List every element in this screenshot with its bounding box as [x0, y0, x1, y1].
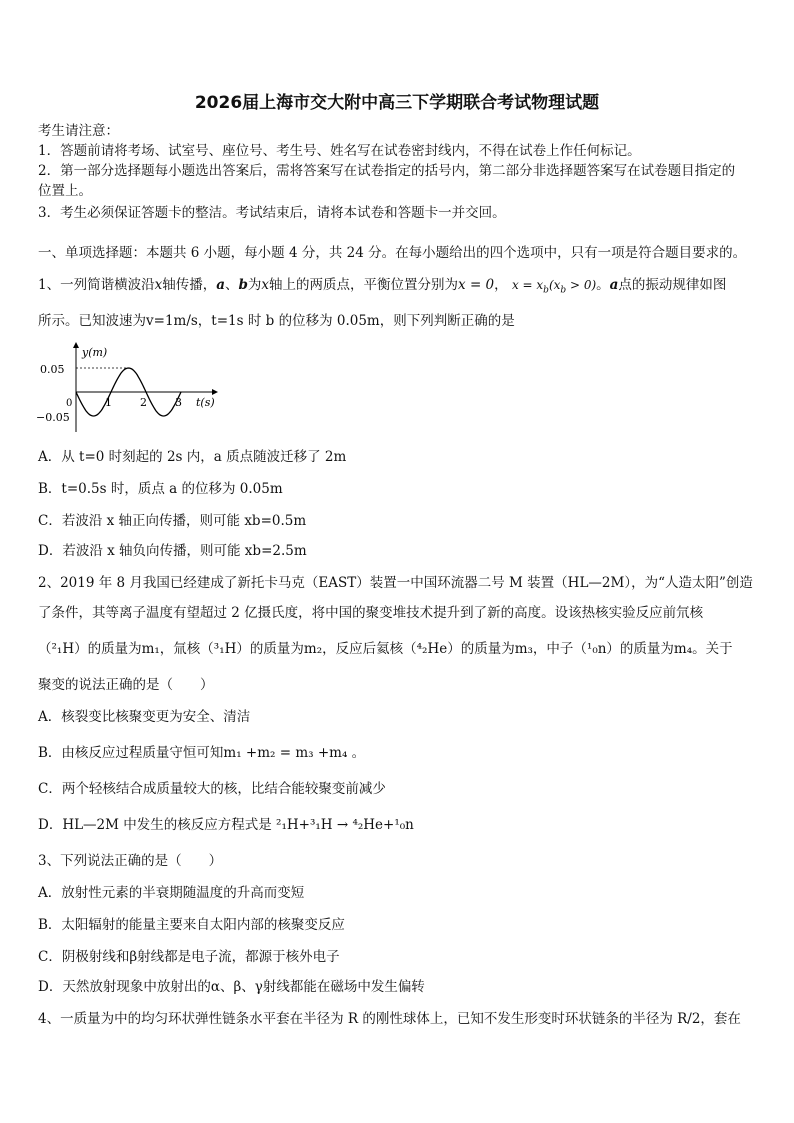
q4-stem: 4、一质量为中的均匀环状弹性链条水平套在半径为 R 的刚性球体上，已知不发生形变时环状链条的半径为 R/2，套在: [38, 1011, 741, 1027]
t-tick-3: 3: [175, 396, 182, 409]
notice-item-2-cont: 位置上。: [38, 183, 92, 199]
notice-item-1: 1．答题前请将考场、试室号、座位号、考生号、姓名写在试卷密封线内，不得在试卷上作任何标记。: [38, 143, 641, 159]
q2-stem-line3: （²₁H）的质量为m₁，氚核（³₁H）的质量为m₂，反应后氦核（⁴₂He）的质量为m₃，中子（¹₀n）的质量为m₄。关于: [38, 641, 733, 657]
q2-stem-line2: 了条件，其等离子温度有望超过 2 亿摄氏度，将中国的聚变堆技术提升到了新的高度。设该热核实验反应前氘核: [38, 605, 704, 621]
q1-stem-line2: 所示。已知波速为v=1m/s，t=1s 时 b 的位移为 0.05m，则下列判断正确的是: [38, 313, 515, 329]
q3-stem: 3、下列说法正确的是（ ）: [38, 853, 223, 869]
q3-option-c: C．阴极射线和β射线都是电子流，都源于核外电子: [38, 949, 340, 965]
exam-title: 2026届上海市交大附中高三下学期联合考试物理试题: [194, 93, 600, 113]
t-axis-label: t(s): [196, 396, 215, 409]
q1-option-a: A．从 t=0 时刻起的 2s 内，a 质点随波迁移了 2m: [38, 449, 347, 465]
y-axis-label: y(m): [82, 346, 108, 359]
y-tick-bottom: −0.05: [36, 411, 70, 424]
q3-option-d: D．天然放射现象中放射出的α、β、γ射线都能在磁场中发生偏转: [38, 979, 425, 995]
origin-label: 0: [66, 398, 73, 409]
t-tick-1: 1: [105, 396, 112, 409]
q2-option-d: D．HL—2M 中发生的核反应方程式是 ²₁H+³₁H → ⁴₂He+¹₀n: [38, 817, 414, 833]
q2-stem-line1: 2、2019 年 8 月我国已经建成了新托卡马克（EAST）装置一中国环流器二号 M 装置（HL—2M），为“人造太阳”创造: [38, 575, 753, 591]
y-tick-top: 0.05: [40, 363, 65, 376]
q2-option-a: A．核裂变比核聚变更为安全、清洁: [38, 709, 251, 725]
q2-option-b: B．由核反应过程质量守恒可知m₁ +m₂ = m₃ +m₄ 。: [38, 745, 366, 761]
notice-heading: 考生请注意：: [38, 123, 119, 139]
q2-stem-line4: 聚变的说法正确的是（ ）: [38, 677, 214, 693]
q1-option-d: D．若波沿 x 轴负向传播，则可能 xb=2.5m: [38, 543, 307, 559]
q1-option-b: B．t=0.5s 时，质点 a 的位移为 0.05m: [38, 481, 283, 497]
t-tick-2: 2: [140, 396, 147, 409]
q1-oscillation-graph: [30, 340, 220, 440]
q1-stem-line1: 1、一列简谐横波沿x轴传播，a、b为x轴上的两质点，平衡位置分别为x = 0， $x = x_b(x_b > 0)$。a点的振动规律如图: [38, 277, 727, 296]
q1-option-c: C．若波沿 x 轴正向传播，则可能 xb=0.5m: [38, 513, 307, 529]
notice-item-3: 3．考生必须保证答题卡的整洁。考试结束后，请将本试卷和答题卡一并交回。: [38, 205, 506, 221]
q3-option-b: B．太阳辐射的能量主要来自太阳内部的核聚变反应: [38, 917, 345, 933]
notice-item-2: 2．第一部分选择题每小题选出答案后，需将答案写在试卷指定的括号内，第二部分非选择题答案写在试卷题目指定的: [38, 163, 736, 179]
section-heading: 一、单项选择题：本题共 6 小题，每小题 4 分，共 24 分。在每小题给出的四个选项中，只有一项是符合题目要求的。: [38, 245, 747, 261]
q2-option-c: C．两个轻核结合成质量较大的核，比结合能较聚变前减少: [38, 781, 386, 797]
y-axis-arrow: [73, 342, 79, 348]
q3-option-a: A．放射性元素的半衰期随温度的升高而变短: [38, 885, 305, 901]
t-axis-arrow: [212, 389, 218, 395]
